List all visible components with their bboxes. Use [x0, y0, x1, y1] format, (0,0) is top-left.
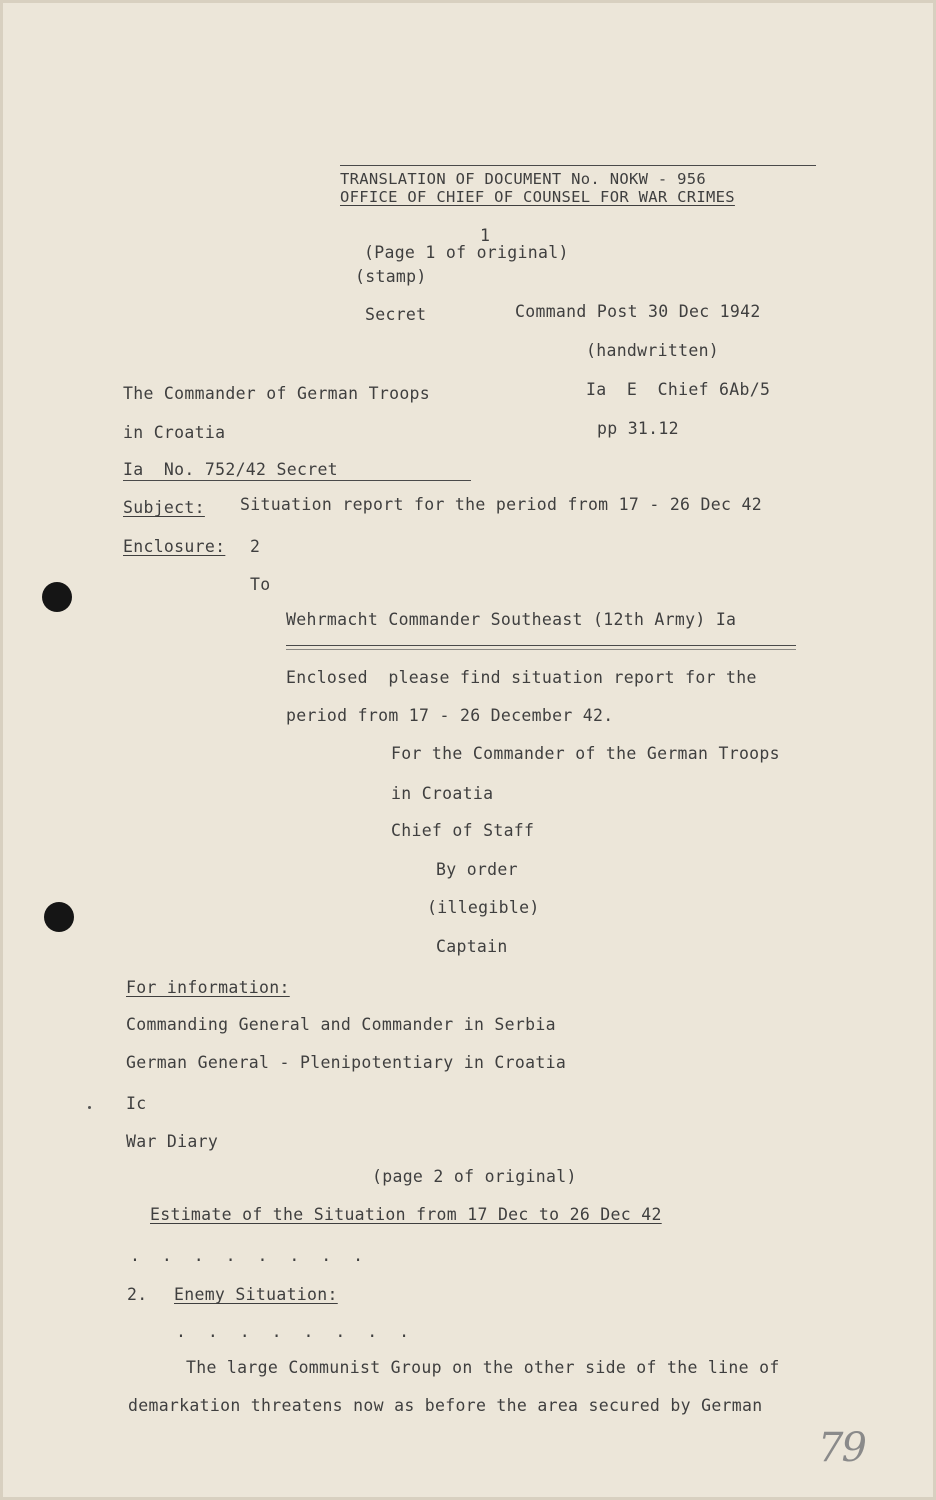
- command-post: Command Post 30 Dec 1942: [515, 302, 761, 321]
- distribution-item: War Diary: [126, 1132, 219, 1151]
- body-line-2: period from 17 - 26 December 42.: [286, 706, 614, 725]
- signature-line-4: By order: [436, 860, 518, 879]
- stamp-note: (stamp): [355, 267, 427, 286]
- original-page-note: (Page 1 of original): [364, 243, 569, 262]
- distribution-heading: For information:: [126, 978, 290, 997]
- body-line-1: Enclosed please find situation report for the: [286, 668, 757, 687]
- section-heading: Enemy Situation:: [174, 1285, 338, 1304]
- section-number: 2.: [127, 1285, 148, 1304]
- signature-line-3: Chief of Staff: [391, 821, 535, 840]
- signature-line-5: (illegible): [427, 898, 540, 917]
- addressee-name: Wehrmacht Commander Southeast (12th Army) Ia: [286, 610, 737, 629]
- header-top-rule: [340, 165, 816, 166]
- filing-line-1: Ia E Chief 6Ab/5: [586, 380, 771, 399]
- punch-hole: [44, 902, 74, 932]
- reference-number: Ia No. 752/42 Secret: [123, 460, 338, 479]
- distribution-item: Commanding General and Commander in Serbia: [126, 1015, 556, 1034]
- signature-line-1: For the Commander of the German Troops: [391, 744, 780, 763]
- page-number: 1: [480, 226, 491, 245]
- stray-mark: [88, 1106, 91, 1109]
- header-line-1: TRANSLATION OF DOCUMENT No. NOKW - 956: [340, 170, 707, 188]
- handwritten-note: (handwritten): [586, 341, 720, 360]
- enclosure-value: 2: [250, 537, 261, 556]
- distribution-item: Ic: [126, 1094, 147, 1113]
- signature-line-2: in Croatia: [391, 784, 494, 803]
- punch-hole: [42, 582, 72, 612]
- subject-text: Situation report for the period from 17 - 26 Dec 42: [240, 495, 762, 514]
- ellipsis-row-1: . . . . . . . .: [130, 1246, 370, 1265]
- paragraph-line-1: The large Communist Group on the other side of the line of: [186, 1358, 780, 1377]
- page-2-title: Estimate of the Situation from 17 Dec to 26 Dec 42: [150, 1205, 662, 1224]
- filing-line-2: pp 31.12: [597, 419, 679, 438]
- paragraph-line-2: demarkation threatens now as before the area secured by German: [128, 1396, 763, 1415]
- sender-line-1: The Commander of German Troops: [123, 384, 431, 403]
- reference-underline: [123, 480, 471, 481]
- enclosure-label: Enclosure:: [123, 537, 226, 556]
- signature-line-6: Captain: [436, 937, 508, 956]
- sender-line-2: in Croatia: [123, 423, 226, 442]
- pencil-folio-number: 79: [818, 1425, 865, 1471]
- addressee-rule: [286, 645, 796, 646]
- distribution-item: German General - Plenipotentiary in Croatia: [126, 1053, 567, 1072]
- header-line-2: OFFICE OF CHIEF OF COUNSEL FOR WAR CRIMES: [340, 188, 735, 206]
- to-label: To: [250, 575, 271, 594]
- classification: Secret: [365, 305, 427, 324]
- addressee-rule-2: [286, 649, 796, 650]
- ellipsis-row-2: . . . . . . . .: [176, 1322, 416, 1341]
- page-2-marker: (page 2 of original): [372, 1167, 577, 1186]
- subject-label: Subject:: [123, 498, 205, 517]
